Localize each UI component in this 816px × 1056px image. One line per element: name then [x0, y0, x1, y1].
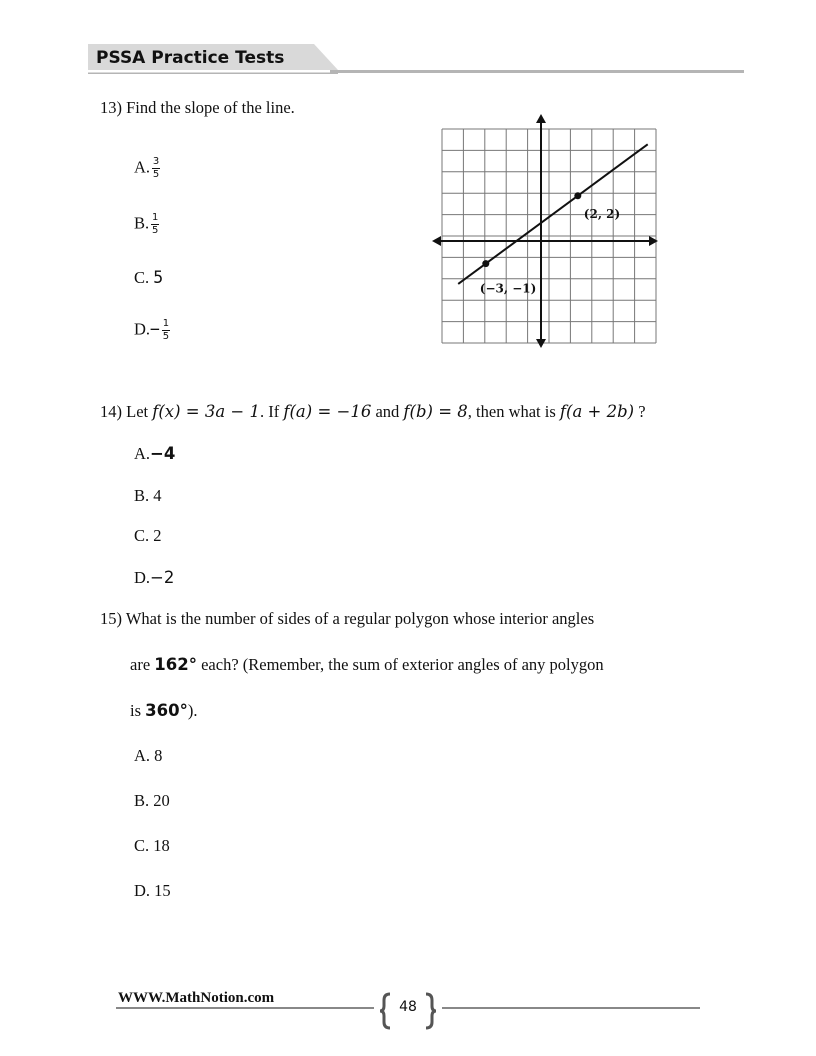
q14-option-a[interactable]	[134, 444, 175, 464]
option-letter: A.	[134, 444, 151, 463]
option-letter: C.	[134, 836, 150, 855]
option-letter: C.	[134, 268, 150, 287]
question-14	[100, 402, 646, 422]
question-13	[100, 98, 295, 118]
value-fa: f(a) = −16	[283, 402, 372, 421]
q14-option-b[interactable]	[134, 486, 162, 506]
question-15-line2	[130, 655, 604, 675]
numerator: 1	[162, 318, 170, 329]
option-value: −2	[150, 568, 175, 587]
option-letter: D.	[134, 881, 151, 900]
footer-rule-right	[442, 1007, 700, 1009]
x-axis-arrow-left	[432, 236, 441, 246]
question-15	[100, 609, 594, 629]
header-rule	[330, 70, 744, 73]
denominator: 5	[152, 169, 160, 180]
q15-option-d[interactable]	[134, 881, 171, 901]
question-number: 14)	[100, 402, 122, 421]
q14-option-c[interactable]	[134, 526, 162, 546]
option-value: 8	[154, 746, 163, 765]
minus-sign: −	[150, 319, 160, 339]
option-letter: C.	[134, 526, 150, 545]
point-a-label: (2, 2)	[583, 206, 621, 221]
text-are: are	[130, 655, 151, 674]
footer-rule-left	[116, 1007, 374, 1009]
option-value: 18	[153, 836, 170, 855]
header-title: PSSA Practice Tests	[96, 48, 285, 68]
coordinate-graph	[428, 112, 660, 350]
option-value: 15	[154, 881, 171, 900]
fraction	[162, 318, 170, 343]
denominator: 5	[151, 225, 159, 236]
option-letter: D.	[134, 568, 151, 587]
option-value: 20	[153, 791, 170, 810]
option-value: −4	[150, 444, 176, 463]
numerator: 3	[152, 156, 160, 167]
page-number	[380, 992, 436, 1030]
footer-website: WWW.MathNotion.com	[118, 990, 275, 1006]
q13-option-a[interactable]	[134, 156, 160, 181]
x-axis-arrow-right	[649, 236, 658, 246]
q14-option-d[interactable]	[134, 568, 174, 588]
fraction	[151, 212, 159, 237]
option-value: 4	[153, 486, 162, 505]
option-letter: B.	[134, 486, 150, 505]
interior-angle: 162°	[154, 655, 197, 674]
point-b-label: (−3, −1)	[479, 281, 537, 296]
question-text-line1: What is the number of sides of a regular polygon whose interior angles	[125, 609, 595, 628]
option-letter: A.	[134, 746, 151, 765]
option-letter: A.	[134, 157, 151, 177]
q15-option-b[interactable]	[134, 791, 170, 811]
text-and: and	[375, 402, 400, 421]
question-text-line2: each? (Remember, the sum of exterior angles of any polygon	[201, 655, 604, 674]
numerator: 1	[151, 212, 159, 223]
fraction	[152, 156, 160, 181]
target-expression: f(a + 2b)	[559, 402, 635, 421]
q13-option-d[interactable]	[134, 318, 170, 343]
question-number: 13)	[100, 98, 122, 117]
text-end: ).	[187, 701, 198, 720]
question-text: Find the slope of the line.	[126, 98, 295, 117]
q13-option-b[interactable]	[134, 212, 159, 237]
question-number: 15)	[100, 609, 122, 628]
q15-option-a[interactable]	[134, 746, 162, 766]
text-let: Let	[126, 402, 149, 421]
text-then: , then what is	[467, 402, 556, 421]
y-axis-arrow-up	[536, 114, 546, 123]
point-a	[574, 192, 581, 199]
option-value: 2	[153, 526, 162, 545]
page-number-text: 48	[399, 999, 417, 1015]
point-b	[482, 260, 489, 267]
text-if: . If	[260, 402, 280, 421]
function-definition: f(x) = 3a − 1	[152, 402, 260, 421]
value-fb: f(b) = 8	[403, 402, 468, 421]
denominator: 5	[162, 331, 170, 342]
option-letter: B.	[134, 213, 150, 233]
q15-option-c[interactable]	[134, 836, 170, 856]
axes	[432, 114, 658, 348]
option-value: 5	[153, 268, 164, 287]
text-is: is	[130, 701, 142, 720]
exterior-sum: 360°	[145, 701, 188, 720]
question-15-line3	[130, 701, 197, 721]
q13-option-c[interactable]	[134, 268, 163, 288]
option-letter: B.	[134, 791, 150, 810]
option-letter: D.	[134, 319, 151, 339]
question-mark: ?	[638, 402, 646, 421]
